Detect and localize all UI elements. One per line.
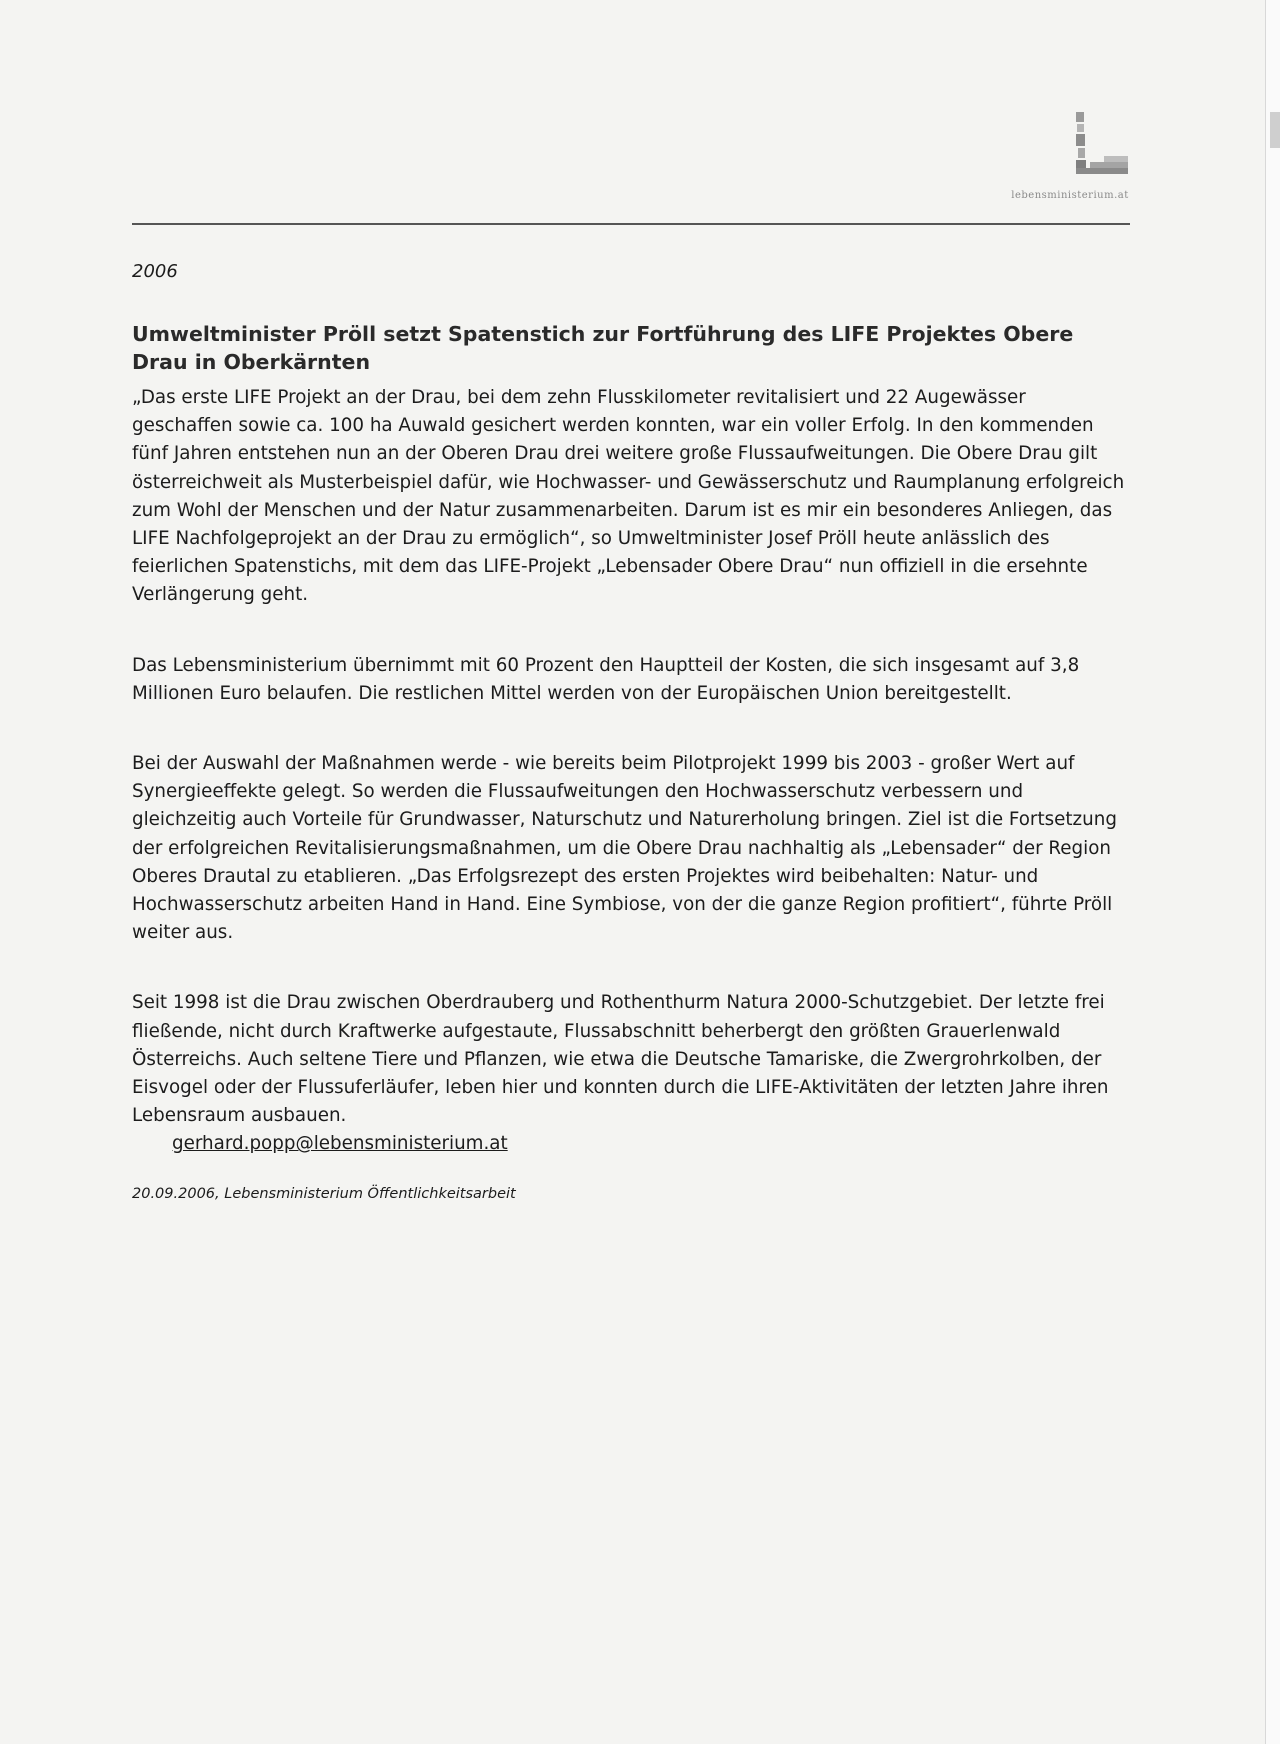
article-paragraph-4: Seit 1998 ist die Drau zwischen Oberdrauberg und Rothenthurm Natura 2000-Schutzgebiet. Der letzte frei fließende, nicht durch Kraftwerke aufgestaute, Flussabschnitt beherbergt den größten Grauerlenwald Österreichs. Auch seltene Tiere und Pflanzen, wie etwa die Deutsche Tamariske, die Zwergrohrkolben, der Eisvogel oder der Flussuferläufer, leben hier und konnten durch die LIFE-Aktivitäten der letzten Jahre ihren Lebensraum ausbauen. bbox=[132, 992, 1109, 1127]
scan-page-edge bbox=[1265, 0, 1280, 1744]
article-paragraph-3: Bei der Auswahl der Maßnahmen werde - wie bereits beim Pilotprojekt 1999 bis 2003 - großer Wert auf Synergieeffekte gelegt. So werden die Flussaufweitungen den Hochwasserschutz verbessern und gleichzeitig auch Vorteile für Grundwasser, Naturschutz und Naturerholung bringen. Ziel ist die Fortsetzung der erfolgreichen Revitalisierungsmaßnahmen, um die Obere Drau nachhaltig als „Lebensader“ der Region Oberes Drautal zu etablieren. „Das Erfolgsrezept des ersten Projektes wird beibehalten: Natur- und Hochwasserschutz arbeiten Hand in Hand. Eine Symbiose, von der die ganze Region profitiert“, führte Pröll weiter aus. bbox=[132, 753, 1117, 944]
article-year: 2006 bbox=[132, 261, 178, 282]
header-divider bbox=[132, 223, 1130, 225]
publication-footer: 20.09.2006, Lebensministerium Öffentlichkeitsarbeit bbox=[132, 1186, 516, 1203]
scan-edge-mark bbox=[1270, 112, 1280, 148]
article-paragraph-2: Das Lebensministerium übernimmt mit 60 Prozent den Hauptteil der Kosten, die sich insgesamt auf 3,8 Millionen Euro belaufen. Die restlichen Mittel werden von der Europäischen Union bereitgestellt. bbox=[132, 654, 1080, 704]
logo-caption: lebensministerium.at bbox=[1011, 190, 1129, 201]
article bbox=[132, 262, 1132, 1204]
article-paragraph-1: „Das erste LIFE Projekt an der Drau, bei dem zehn Flusskilometer revitalisiert und 22 Augewässer geschaffen sowie ca. 100 ha Auwald gesichert werden konnten, war ein voller Erfolg. In den kommenden fünf Jahren entstehen nun an der Oberen Drau drei weitere große Flussaufweitungen. Die Obere Drau gilt österreichweit als Musterbeispiel dafür, wie Hochwasser- und Gewässerschutz und Raumplanung erfolgreich zum Wohl der Menschen und der Natur zusammenarbeiten. Darum ist es mir ein besonderes Anliegen, das LIFE Nachfolgeprojekt an der Drau zu ermöglich“, so Umweltminister Josef Pröll heute anlässlich des feierlichen Spatenstichs, mit dem das LIFE-Projekt „Lebensader Obere Drau“ nun offiziell in die ersehnte Verlängerung geht. bbox=[132, 387, 1125, 606]
contact-email-link[interactable]: gerhard.popp@lebensministerium.at bbox=[172, 1133, 508, 1155]
article-title: Umweltminister Pröll setzt Spatenstich zur Fortführung des LIFE Projektes Obere Drau in Oberkärnten bbox=[132, 322, 1074, 374]
